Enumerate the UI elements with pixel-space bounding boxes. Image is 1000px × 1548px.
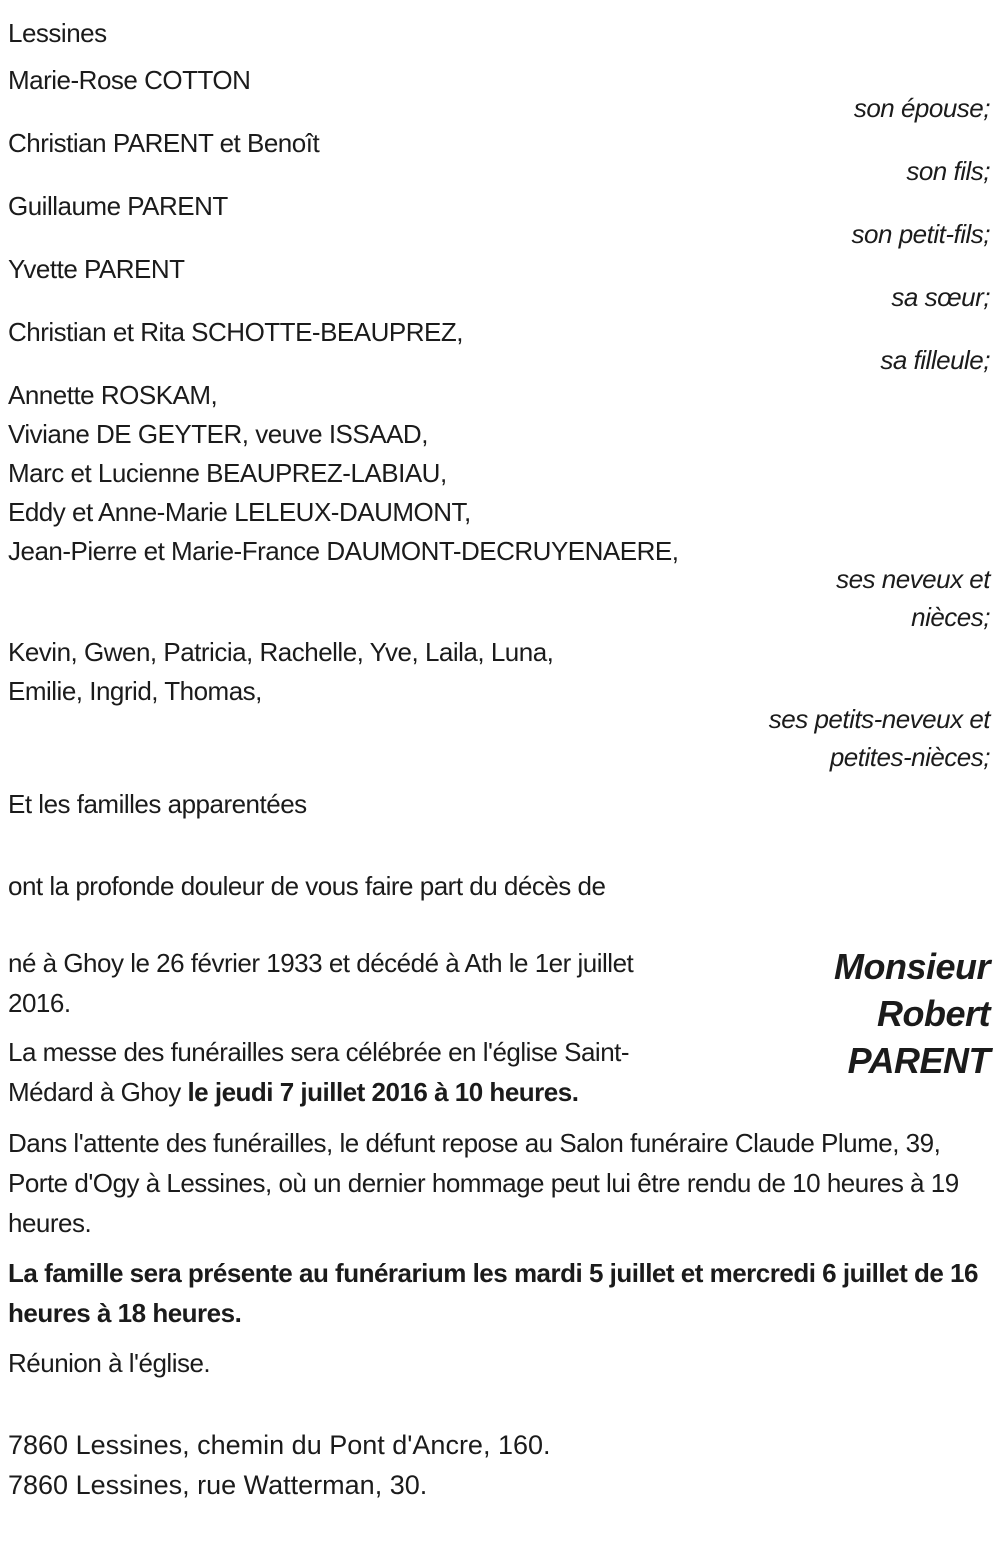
relative-name: Marie-Rose COTTON	[8, 65, 251, 95]
relation-label: petites-nièces;	[829, 742, 990, 772]
family-presence-info: La famille sera présente au funérarium les mardi 5 juillet et mercredi 6 juillet de 16 heures à 18 heures.	[8, 1258, 978, 1328]
relative-name: Kevin, Gwen, Patricia, Rachelle, Yve, Laila, Luna,	[8, 637, 554, 667]
relative-name: Yvette PARENT	[8, 254, 185, 284]
relative-group	[8, 250, 990, 313]
relatives-list	[8, 61, 990, 824]
repose-info: Dans l'attente des funérailles, le défunt repose au Salon funéraire Claude Plume, 39, Porte d'Ogy à Lessines, où un dernier hommage peut lui être rendu de 10 heures à 19 heures.	[8, 1128, 959, 1238]
relative-name: Et les familles apparentées	[8, 789, 307, 819]
deceased-last-name: PARENT	[847, 1040, 990, 1081]
deceased-details	[8, 943, 668, 1112]
relation-label: nièces;	[911, 602, 990, 632]
relative-name: Guillaume PARENT	[8, 191, 228, 221]
deceased-first-name: Robert	[877, 993, 990, 1034]
relative-group	[8, 187, 990, 250]
relative-name: Eddy et Anne-Marie LELEUX-DAUMONT,	[8, 497, 471, 527]
relative-group	[8, 61, 990, 124]
relation-label: son petit-fils;	[851, 219, 990, 249]
funeral-mass-text: La messe des funérailles sera célébrée en l'église Saint-Médard à Ghoy	[8, 1037, 630, 1107]
address-line-1: 7860 Lessines, chemin du Pont d'Ancre, 160.	[8, 1430, 551, 1460]
relative-name: Jean-Pierre et Marie-France DAUMONT-DECRUYENAERE,	[8, 536, 679, 566]
relation-label: ses neveux et	[836, 564, 990, 594]
funeral-mass-datetime: le jeudi 7 juillet 2016 à 10 heures.	[187, 1077, 579, 1107]
relative-group	[8, 633, 990, 773]
addresses-block	[8, 1425, 990, 1505]
relative-name: Christian PARENT et Benoît	[8, 128, 320, 158]
relative-name: Emilie, Ingrid, Thomas,	[8, 676, 262, 706]
relative-name: Annette ROSKAM,	[8, 380, 218, 410]
relative-group	[8, 313, 990, 376]
relation-label: son fils;	[906, 156, 990, 186]
address-line-2: 7860 Lessines, rue Watterman, 30.	[8, 1470, 428, 1500]
relation-label: sa filleule;	[880, 345, 990, 375]
funeral-mass-line	[8, 1032, 668, 1112]
announcement-line: ont la profonde douleur de vous faire part du décès de	[8, 871, 606, 901]
birth-death-line: né à Ghoy le 26 février 1933 et décédé à Ath le 1er juillet 2016.	[8, 948, 634, 1018]
deceased-section	[8, 943, 990, 1112]
city-name: Lessines	[8, 18, 107, 48]
relation-label: ses petits-neveux et	[768, 704, 990, 734]
deceased-name	[668, 943, 990, 1112]
relative-group	[8, 124, 990, 187]
relative-name: Marc et Lucienne BEAUPREZ-LABIAU,	[8, 458, 447, 488]
relation-label: sa sœur;	[891, 282, 990, 312]
relative-group	[8, 376, 990, 633]
related-families	[8, 785, 990, 824]
deceased-title: Monsieur	[833, 946, 990, 987]
relative-name: Christian et Rita SCHOTTE-BEAUPREZ,	[8, 317, 463, 347]
relative-name: Viviane DE GEYTER, veuve ISSAAD,	[8, 419, 428, 449]
reunion-line: Réunion à l'église.	[8, 1348, 211, 1378]
relation-label: son épouse;	[853, 93, 990, 123]
